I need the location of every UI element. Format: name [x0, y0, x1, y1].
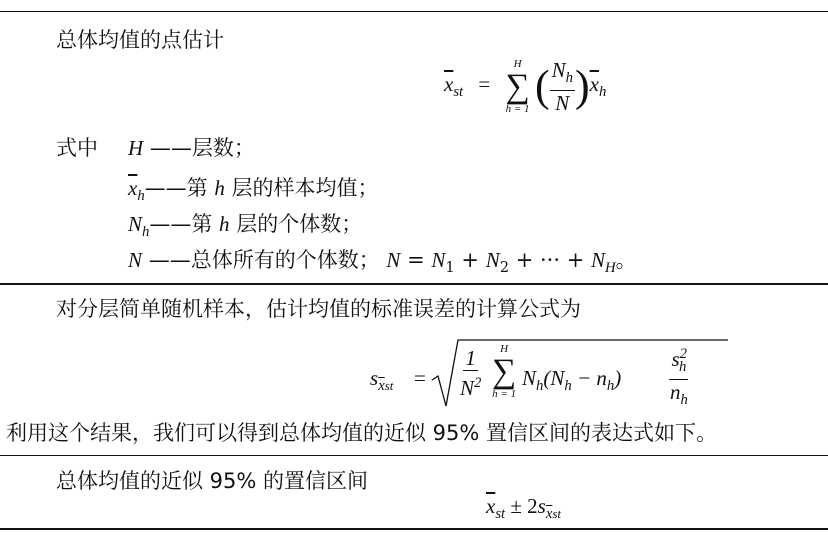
- formula-point-estimate: $\overline{x}_{st}$ = H ∑ h = 1 ( $\frac{N_h}{N}$ )$\overline{x}_h$: [444, 57, 607, 116]
- definition-xh-tail: 层的样本均值；: [231, 176, 379, 200]
- definition-xh-text: ——第: [144, 176, 208, 200]
- bottom-rule: [0, 528, 828, 530]
- definition-Nh-h: h: [219, 212, 230, 236]
- section2-intro: 对分层简单随机样本，估计均值的标准误差的计算公式为: [56, 297, 581, 321]
- definition-Nh-tail: 层的个体数；: [236, 212, 363, 236]
- definition-H-text: ——层数；: [149, 136, 255, 160]
- definition-H: H ——层数；: [128, 136, 255, 160]
- top-rule: [0, 11, 828, 12]
- definition-N-text: ——总体所有的个体数；: [148, 248, 380, 272]
- section3-top-rule: [0, 455, 828, 456]
- definition-xh: $\overline{x}_h——$第 h 层的样本均值；: [128, 176, 379, 205]
- definition-Nh-text: ——第: [149, 212, 213, 236]
- formula-confidence-interval: $\overline{x}_{st} \pm 2s_{\overline{x}st}$: [486, 494, 562, 523]
- section3-title: 总体均值的近似 95% 的置信区间: [56, 469, 369, 493]
- definition-N: N ——总体所有的个体数； $N = N_1 + N_2$ + ··· + $N_H$。: [128, 248, 637, 277]
- definition-Nh: $N_h——$第 h 层的个体数；: [128, 212, 363, 241]
- section2-after: 利用这个结果，我们可以得到总体均值的近似 95% 置信区间的表达式如下。: [6, 421, 718, 445]
- section1-title: 总体均值的点估计: [56, 28, 224, 52]
- definition-xh-h: h: [214, 176, 225, 200]
- section1-bottom-rule: [0, 283, 828, 285]
- where-label: 式中: [56, 136, 98, 160]
